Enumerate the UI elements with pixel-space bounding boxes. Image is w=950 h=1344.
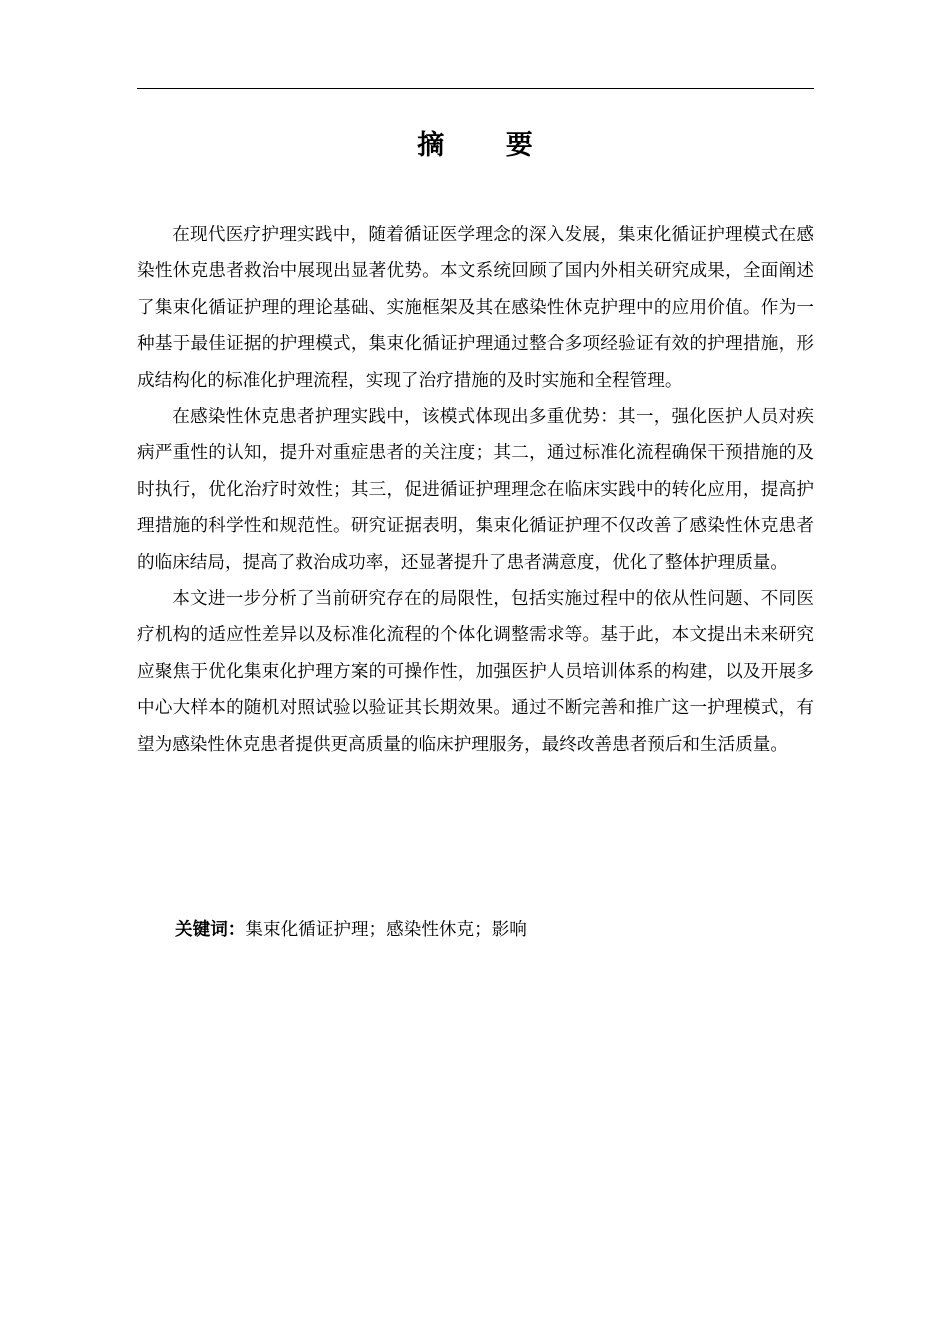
abstract-paragraph-2: 在感染性休克患者护理实践中，该模式体现出多重优势：其一，强化医护人员对疾病严重性的认知，提升对重症患者的关注度；其二，通过标准化流程确保干预措施的及时执行，优化治疗时效性；其三，促进循证护理理念在临床实践中的转化应用，提高护理措施的科学性和规范性。研究证据表明，集束化循证护理不仅改善了感染性休克患者的临床结局，提高了救治成功率，还显著提升了患者满意度，优化了整体护理质量。 [137, 407, 814, 573]
keywords-value: 集束化循证护理；感染性休克；影响 [245, 920, 527, 940]
keywords-label: 关键词： [175, 920, 246, 940]
abstract-paragraph-3: 本文进一步分析了当前研究存在的局限性，包括实施过程中的依从性问题、不同医疗机构的适应性差异以及标准化流程的个体化调整需求等。基于此，本文提出未来研究应聚焦于优化集束化护理方案的可操作性，加强医护人员培训体系的构建，以及开展多中心大样本的随机对照试验以验证其长期效果。通过不断完善和推广这一护理模式，有望为感染性休克患者提供更高质量的临床护理服务，最终改善患者预后和生活质量。 [137, 589, 814, 755]
keywords-line [175, 915, 527, 945]
abstract-title: 摘 要 [417, 130, 559, 161]
header-rule [137, 88, 814, 89]
abstract-paragraph-1: 在现代医疗护理实践中，随着循证医学理念的深入发展，集束化循证护理模式在感染性休克患者救治中展现出显著优势。本文系统回顾了国内外相关研究成果，全面阐述了集束化循证护理的理论基础、实施框架及其在感染性休克护理中的应用价值。作为一种基于最佳证据的护理模式，集束化循证护理通过整合多项经验证有效的护理措施，形成结构化的标准化护理流程，实现了治疗措施的及时实施和全程管理。 [137, 225, 814, 391]
abstract-body [137, 217, 814, 763]
